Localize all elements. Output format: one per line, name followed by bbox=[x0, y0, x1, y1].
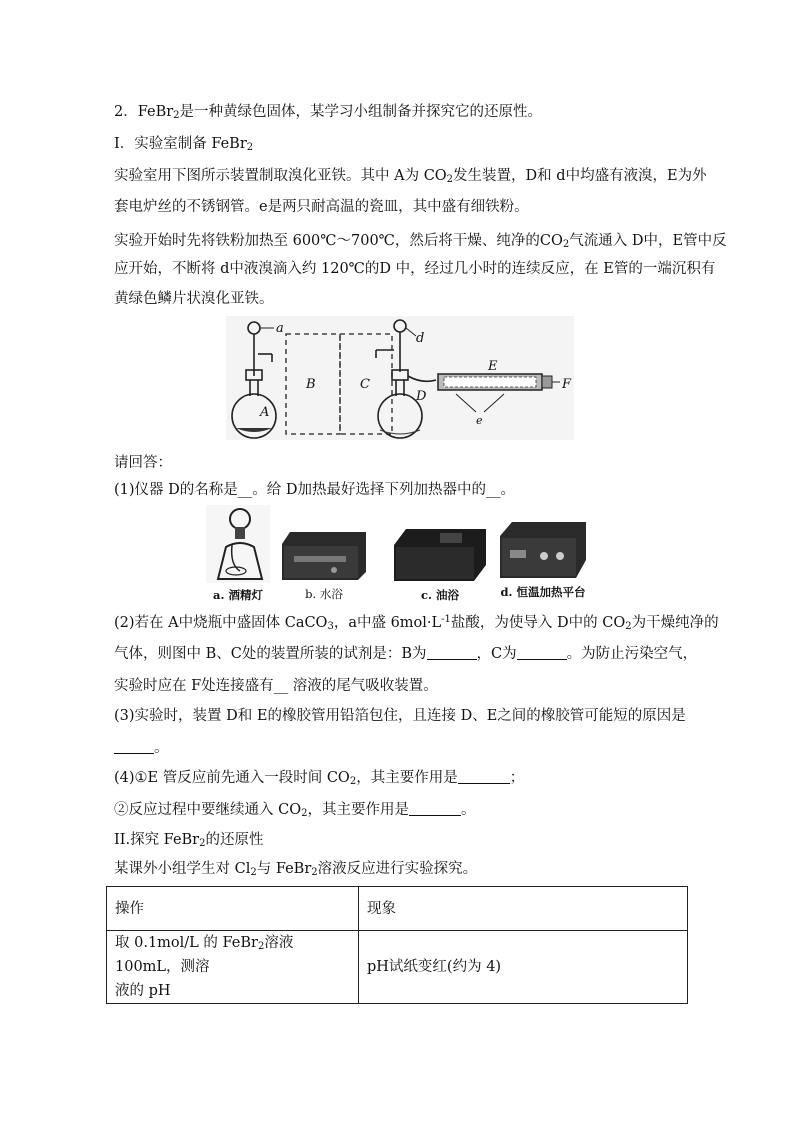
paragraph-line: 实验开始时先将铁粉加热至 600℃～700℃，然后将干燥、纯净的$CO_2$气流通入 D中，E管中反 bbox=[114, 233, 727, 250]
experiment-table bbox=[106, 886, 688, 1004]
heater-caption: b. 水浴 bbox=[305, 587, 343, 601]
table-cell-observation: pH试纸变红(约为 4) bbox=[359, 931, 688, 1004]
question-2-line-2: 气体，则图中 B、C处的装置所装的试剂是：B为 ，C为 。为防止污染空气， bbox=[114, 646, 698, 662]
answer-blank[interactable] bbox=[517, 645, 567, 660]
question-1: (1)仪器 D的名称是__。给 D加热最好选择下列加热器中的__。 bbox=[114, 482, 516, 498]
question-4-part-1: (4)①E 管反应前先通入一段时间 $CO_2$，其主要作用是 ； bbox=[114, 770, 525, 787]
heater-caption: d. 恒温加热平台 bbox=[500, 585, 586, 599]
paragraph-line: 黄绿色鳞片状溴化亚铁。 bbox=[114, 291, 274, 307]
label-e-dish: e bbox=[476, 414, 483, 427]
question-2: (2)若在 A中烧瓶中盛固体 CaCO$_3$，a中盛 $6mol\cdot L^{-1}$盐酸，为使导入 D中的 $CO_2$为干燥纯净的 bbox=[114, 614, 719, 632]
paragraph-line: 应开始，不断将 d中液溴滴入约 120℃的D 中，经过几小时的连续反应，在 E管的一端沉积有 bbox=[114, 261, 716, 277]
answer-blank[interactable] bbox=[427, 645, 477, 660]
apparatus-figure bbox=[226, 316, 574, 440]
question-3-line-2: 。 bbox=[114, 737, 169, 759]
heater-water-bath bbox=[280, 530, 368, 601]
question-title: 2．FeBr$_2$是一种黄绿色固体，某学习小组制备并探究它的还原性。 bbox=[114, 104, 543, 121]
paragraph-line: 某课外小组学生对 $Cl_2$与 FeBr$_2$溶液反应进行实验探究。 bbox=[114, 861, 478, 878]
oil-bath-icon bbox=[392, 527, 488, 583]
question-3: (3)实验时，装置 D和 E的橡胶管用铅箔包住，且连接 D、E之间的橡胶管可能短的原因是 bbox=[114, 708, 686, 724]
paragraph-line: 套电炉丝的不锈钢管。e是两只耐高温的瓷皿，其中盛有细铁粉。 bbox=[114, 199, 529, 215]
label-b: B bbox=[306, 377, 316, 392]
table-row bbox=[107, 931, 688, 1004]
table-header: 操作 bbox=[107, 887, 359, 931]
table-header: 现象 bbox=[359, 887, 688, 931]
label-c: C bbox=[360, 377, 370, 392]
heating-platform-icon bbox=[498, 520, 588, 580]
prompt-answer: 请回答： bbox=[114, 455, 172, 471]
heater-oil-bath bbox=[392, 527, 488, 602]
heater-alcohol-lamp bbox=[206, 505, 270, 602]
label-d-small: d bbox=[416, 331, 425, 346]
label-f: F bbox=[562, 377, 572, 392]
heater-platform bbox=[498, 520, 588, 599]
paragraph-line: 实验室用下图所示装置制取溴化亚铁。其中 A为 $CO_2$发生装置，D和 d中均盛有液溴，E为外 bbox=[114, 168, 707, 185]
table-header-row bbox=[107, 887, 688, 931]
label-e-tube: E bbox=[488, 359, 498, 374]
alcohol-lamp-icon bbox=[206, 505, 270, 583]
section-heading-1: I．实验室制备 FeBr$_2$ bbox=[114, 136, 254, 153]
water-bath-icon bbox=[280, 530, 368, 582]
label-a: a bbox=[276, 321, 284, 336]
table-cell-operation: 取 0.1mol/L 的 FeBr$_2$溶液 100mL，测溶 液的 pH bbox=[107, 931, 359, 1004]
label-flask-a: A bbox=[260, 405, 270, 420]
question-4-part-2: ②反应过程中要继续通入 $CO_2$，其主要作用是 。 bbox=[114, 802, 476, 819]
section-heading-2: II.探究 FeBr$_2$的还原性 bbox=[114, 832, 264, 849]
heater-caption: c. 油浴 bbox=[420, 588, 459, 602]
label-d-large: D bbox=[416, 389, 427, 404]
answer-blank[interactable] bbox=[114, 739, 154, 754]
answer-blank[interactable] bbox=[458, 769, 510, 784]
heater-caption: a. 酒精灯 bbox=[213, 588, 263, 602]
question-2-line-3: 实验时应在 F处连接盛有__ 溶液的尾气吸收装置。 bbox=[114, 678, 438, 694]
answer-blank[interactable] bbox=[409, 801, 461, 816]
